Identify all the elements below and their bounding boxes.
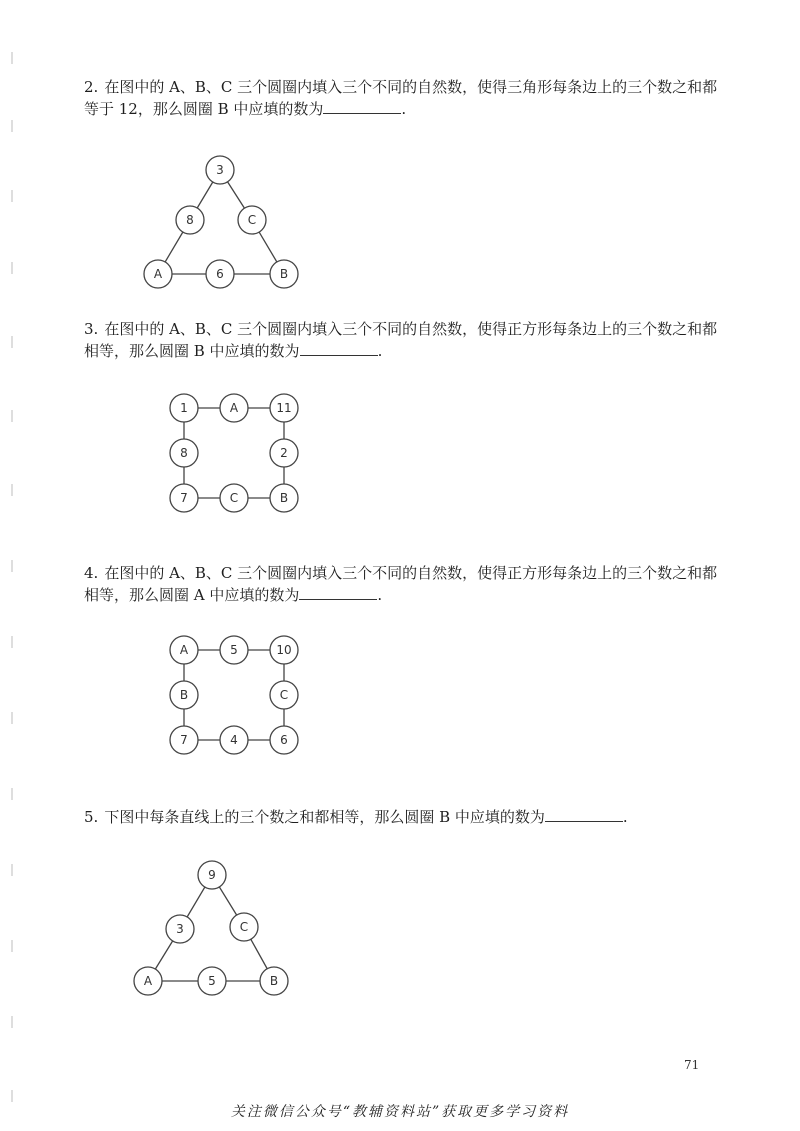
problem-5-triangle-diagram	[120, 855, 300, 1000]
problem-end-period: .	[377, 342, 383, 360]
problem-number: 3.	[84, 320, 99, 338]
problem-end-period: .	[622, 808, 628, 826]
problem-end-period: .	[401, 100, 407, 118]
node-top-mid-label: 5	[230, 643, 238, 657]
node-bottom-mid-label: 6	[216, 267, 224, 281]
problem-number: 2.	[84, 78, 99, 96]
node-top-label: 3	[216, 163, 224, 177]
answer-blank[interactable]	[299, 585, 377, 600]
problem-statement: 在图中的 A、B、C 三个圆圈内填入三个不同的自然数，使得正方形每条边上的三个数之和都相等，那么圆圈 B 中应填的数为	[84, 320, 718, 360]
answer-blank[interactable]	[300, 341, 378, 356]
node-bottom-right-label: B	[279, 267, 289, 281]
problem-3-text	[84, 318, 724, 362]
node-bottom-mid-label: 5	[208, 974, 216, 988]
node-top-label: 9	[208, 868, 216, 882]
node-left-mid-label: 8	[186, 213, 194, 227]
node-bottom-right-label: B	[269, 974, 279, 988]
node-bottom-right-label: B	[279, 491, 289, 505]
node-bottom-left-label: A	[143, 974, 153, 988]
node-left-mid-label: 3	[176, 922, 184, 936]
footer-note: 关注微信公众号“教辅资料站”获取更多学习资料	[230, 1104, 570, 1120]
node-left-mid-label: B	[179, 688, 189, 702]
node-bottom-right-label: 6	[280, 733, 288, 747]
answer-blank[interactable]	[545, 807, 623, 822]
binding-margin-marks	[0, 0, 20, 1131]
node-bottom-mid-label: C	[229, 491, 239, 505]
node-top-left-label: 1	[180, 401, 188, 415]
node-right-mid-label: C	[239, 920, 249, 934]
problem-3-square-diagram	[160, 390, 310, 520]
node-left-mid-label: 8	[180, 446, 188, 460]
problem-5-text	[84, 806, 724, 828]
problem-end-period: .	[377, 586, 383, 604]
node-top-left-label: A	[179, 643, 189, 657]
node-top-right-label: 10	[276, 643, 292, 657]
problem-2-text	[84, 76, 724, 120]
node-bottom-left-label: 7	[180, 491, 188, 505]
node-bottom-mid-label: 4	[230, 733, 238, 747]
answer-blank[interactable]	[323, 99, 401, 114]
node-right-mid-label: C	[279, 688, 289, 702]
page-number: 71	[684, 1058, 700, 1072]
problem-statement: 在图中的 A、B、C 三个圆圈内填入三个不同的自然数，使得正方形每条边上的三个数之和都相等，那么圆圈 A 中应填的数为	[84, 564, 718, 604]
node-right-mid-label: 2	[280, 446, 288, 460]
problem-2-triangle-diagram	[130, 150, 310, 295]
problem-4-square-diagram	[160, 632, 310, 762]
node-right-mid-label: C	[247, 213, 257, 227]
problem-number: 4.	[84, 564, 99, 582]
node-bottom-left-label: A	[153, 267, 163, 281]
problem-4-text	[84, 562, 724, 606]
problem-statement: 在图中的 A、B、C 三个圆圈内填入三个不同的自然数，使得三角形每条边上的三个数之和都等于 12，那么圆圈 B 中应填的数为	[84, 78, 718, 118]
node-bottom-left-label: 7	[180, 733, 188, 747]
node-top-right-label: 11	[276, 401, 292, 415]
problem-number: 5.	[84, 808, 99, 826]
node-top-mid-label: A	[229, 401, 239, 415]
problem-statement: 下图中每条直线上的三个数之和都相等，那么圆圈 B 中应填的数为	[104, 808, 545, 826]
